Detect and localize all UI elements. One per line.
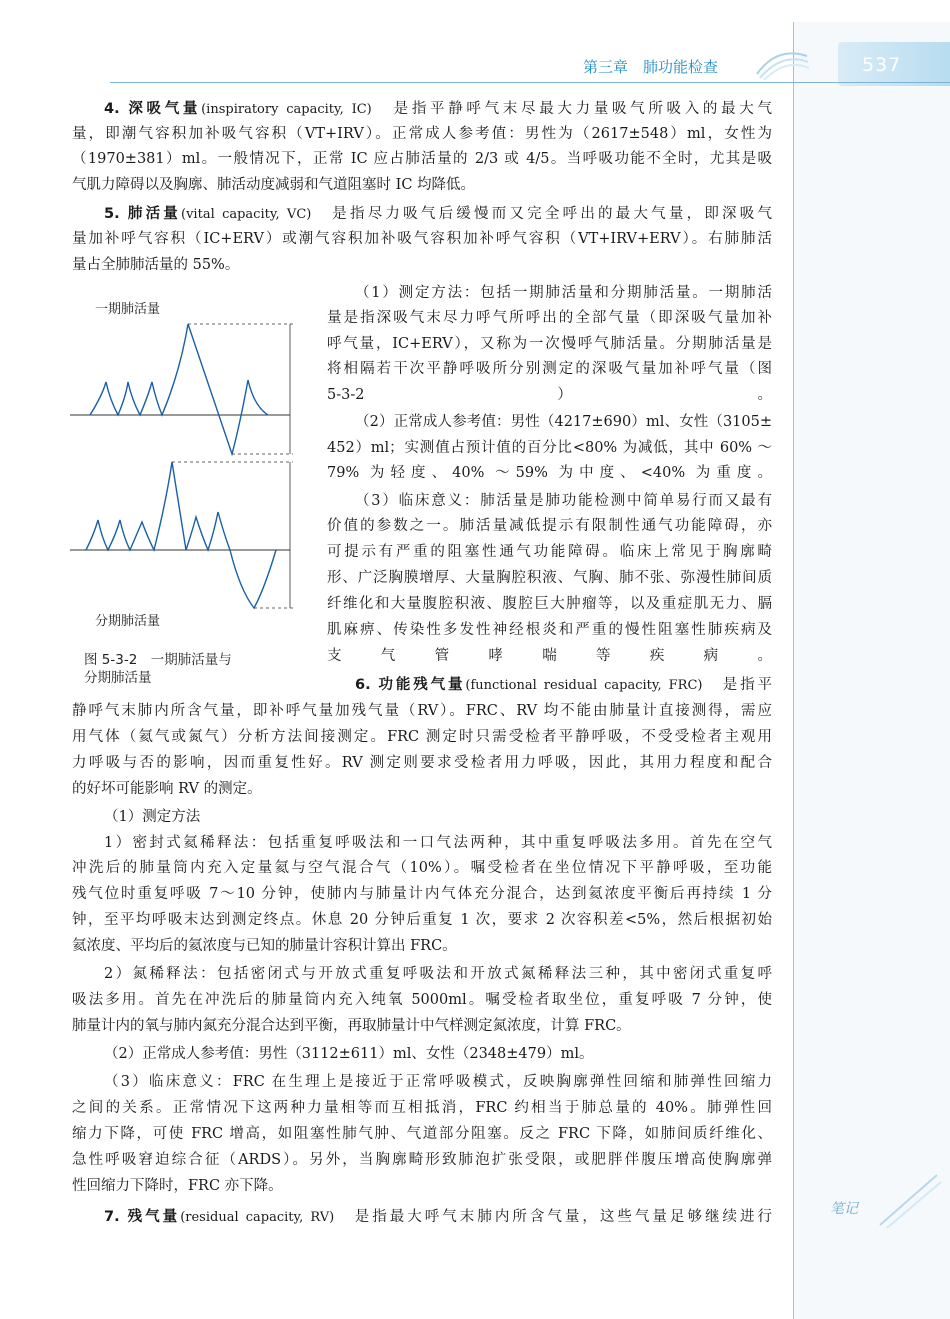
vc-method-3: 呼气量，IC+ERV），又称为一次慢呼气肺活量。分期肺活量是 xyxy=(327,336,772,352)
vc-ref-1: （2）正常成人参考值：男性（4217±690）ml、女性（3105± xyxy=(355,414,772,430)
ic-line-4: 气肌力障碍以及胸廓、肺活动度减弱和气道阻塞时 IC 均降低。 xyxy=(72,177,476,193)
vc-heading: 5. 肺活量 xyxy=(104,206,182,222)
vc-sig-2: 价值的参数之一。肺活量减低提示有限制性通气功能障碍，亦 xyxy=(327,518,772,534)
figure-label-staged: 分期肺活量 xyxy=(95,614,161,629)
frc-line-5: 的好坏可能影响 RV 的测定。 xyxy=(72,781,262,797)
vc-method-2: 量是指深吸气末尽力呼气所呼出的全部气量（即深吸气量加补 xyxy=(327,310,772,326)
vc-english: (vital capacity, VC) xyxy=(181,207,312,222)
vc-ref-3: 79% 为轻度、40% ～59% 为中度、<40% 为重度。 xyxy=(327,465,772,481)
rv-english: (residual capacity, RV) xyxy=(180,1210,335,1225)
vc-method-1: （1）测定方法：包括一期肺活量和分期肺活量。一期肺活 xyxy=(355,285,772,301)
frc-he-4: 钟，至平均呼吸末达到测定终点。休息 20 分钟后重复 1 次，要求 2 次容积差<5%，然后根据初始 xyxy=(72,912,772,928)
frc-line-3: 用气体（氦气或氮气）分析方法间接测定。FRC 测定时只需受检者平静呼吸，不受受检者主观用 xyxy=(72,729,772,745)
frc-n2-3: 肺量计内的氧与肺内氮充分混合达到平衡，再取肺量计中气样测定氮浓度，计算 FRC。 xyxy=(72,1018,631,1034)
vc-sig-4: 形、广泛胸膜增厚、大量胸腔积液、气胸、肺不张、弥漫性肺间质 xyxy=(327,570,772,586)
rv-heading: 7. 残气量 xyxy=(104,1209,181,1225)
page-number: 537 xyxy=(862,54,902,76)
frc-line-4: 力呼吸与否的影响，因而重复性好。RV 测定则要求受检者用力呼吸，因此，其用力程度和配合 xyxy=(72,755,772,771)
notes-pen-decoration-icon xyxy=(875,1170,945,1230)
frc-sig-1: （3）临床意义：FRC 在生理上是接近于正常呼吸模式，反映胸廓弹性回缩和肺弹性回缩力 xyxy=(104,1074,772,1090)
vc-sig-5: 纤维化和大量腹腔积液、腹腔巨大肿瘤等，以及重症肌无力、膈 xyxy=(327,596,772,612)
frc-line-1: 6. 功能残气量(functional residual capacity, FRC) 是指平 xyxy=(355,677,772,693)
ic-english: (inspiratory capacity, IC) xyxy=(201,102,372,117)
frc-heading: 6. 功能残气量 xyxy=(355,677,466,693)
vc-method-5: 5-3-2）。 xyxy=(327,387,772,403)
frc-ref: （2）正常成人参考值：男性（3112±611）ml、女性（2348±479）ml。 xyxy=(104,1046,594,1062)
figure-caption-line-2: 分期肺活量 xyxy=(84,670,152,686)
header-rule xyxy=(110,82,950,83)
ic-line-3: （1970±381）ml。一般情况下，正常 IC 应占肺活量的 2/3 或 4/5。当呼吸功能不全时，尤其是吸 xyxy=(72,151,772,167)
figure-label-single: 一期肺活量 xyxy=(95,302,161,317)
frc-he-3: 残气位时重复呼吸 7～10 分钟，使肺内与肺量计内气体充分混合，达到氦浓度平衡后再持续 1 分 xyxy=(72,886,772,902)
ic-line-1: 4. 深吸气量(inspiratory capacity, IC) 是指平静呼气末尽最大力量吸气所吸入的最大气 xyxy=(104,101,773,117)
vc-sig-7: 支气管哮喘等疾病。 xyxy=(327,648,772,664)
ic-heading: 4. 深吸气量 xyxy=(104,101,202,117)
notes-label: 笔记 xyxy=(830,1201,858,1217)
figure-5-3-2 xyxy=(68,312,308,616)
margin-rule xyxy=(793,22,794,1319)
rv-line-1: 7. 残气量(residual capacity, RV) 是指最大呼气末肺内所含气量，这些气量足够继续进行 xyxy=(104,1209,772,1225)
frc-he-5: 氦浓度、平均后的氦浓度与已知的肺量计容积计算出 FRC。 xyxy=(72,938,457,954)
vc-line-1: 5. 肺活量(vital capacity, VC) 是指尽力吸气后缓慢而又完全呼出的最大气量，即深吸气 xyxy=(104,206,772,222)
frc-he-2: 冲洗后的肺量筒内充入定量氦与空气混合气（10%）。嘱受检者在坐位情况下平静呼吸，至功能 xyxy=(72,860,772,876)
frc-he-1: 1）密封式氦稀释法：包括重复呼吸法和一口气法两种，其中重复呼吸法多用。首先在空气 xyxy=(104,835,772,851)
vc-sig-6: 肌麻痹、传染性多发性神经根炎和严重的慢性阻塞性肺疾病及 xyxy=(327,622,772,638)
frc-n2-2: 吸法多用。首先在冲洗后的肺量筒内充入纯氧 5000ml。嘱受检者取坐位，重复呼吸 7 分钟，使 xyxy=(72,992,772,1008)
vc-method-4: 将相隔若干次平静呼吸所分别测定的深吸气量加补呼气量（图 xyxy=(327,361,772,377)
ic-line-2: 量，即潮气容积加补吸气容积（VT+IRV）。正常成人参考值：男性为（2617±548）ml，女性为 xyxy=(72,126,772,142)
frc-sig-4: 急性呼吸窘迫综合征（ARDS）。另外，当胸廓畸形致肺泡扩张受限，或肥胖伴腹压增高使胸廓弹 xyxy=(72,1152,772,1168)
chapter-title: 第三章 肺功能检查 xyxy=(583,58,719,76)
swirl-decoration-icon xyxy=(752,44,812,84)
margin-strip xyxy=(793,22,950,1319)
frc-sig-3: 缩力下降，可使 FRC 增高，如阻塞性肺气肿、气道部分阻塞。反之 FRC 下降，如肺间质纤维化、 xyxy=(72,1126,772,1142)
vc-line-3: 量占全肺肺活量的 55%。 xyxy=(72,257,240,273)
frc-method-heading: （1）测定方法 xyxy=(104,809,201,825)
frc-n2-1: 2）氮稀释法：包括密闭式与开放式重复呼吸法和开放式氮稀释法三种，其中密闭式重复呼 xyxy=(104,966,772,982)
frc-sig-2: 之间的关系。正常情况下这两种力量相等而互相抵消，FRC 约相当于肺总量的 40%。肺弹性回 xyxy=(72,1100,772,1116)
figure-caption-line-1: 图 5-3-2 一期肺活量与 xyxy=(84,652,232,668)
frc-english: (functional residual capacity, FRC) xyxy=(465,678,703,693)
frc-line-2: 静呼气末肺内所含气量，即补呼气量加残气量（RV）。FRC、RV 均不能由肺量计直接测得，需应 xyxy=(72,703,772,719)
vc-ref-2: 452）ml；实测值占预计值的百分比<80% 为减低，其中 60% ～ xyxy=(327,440,772,456)
frc-sig-5: 性回缩力下降时，FRC 亦下降。 xyxy=(72,1178,283,1194)
vc-sig-3: 可提示有严重的阻塞性通气功能障碍。临床上常见于胸廓畸 xyxy=(327,544,772,560)
vc-sig-1: （3）临床意义：肺活量是肺功能检测中简单易行而又最有 xyxy=(355,493,772,509)
vc-line-2: 量加补呼气容积（IC+ERV）或潮气容积加补吸气容积加补呼气容积（VT+IRV+ERV）。右肺肺活 xyxy=(72,231,772,247)
